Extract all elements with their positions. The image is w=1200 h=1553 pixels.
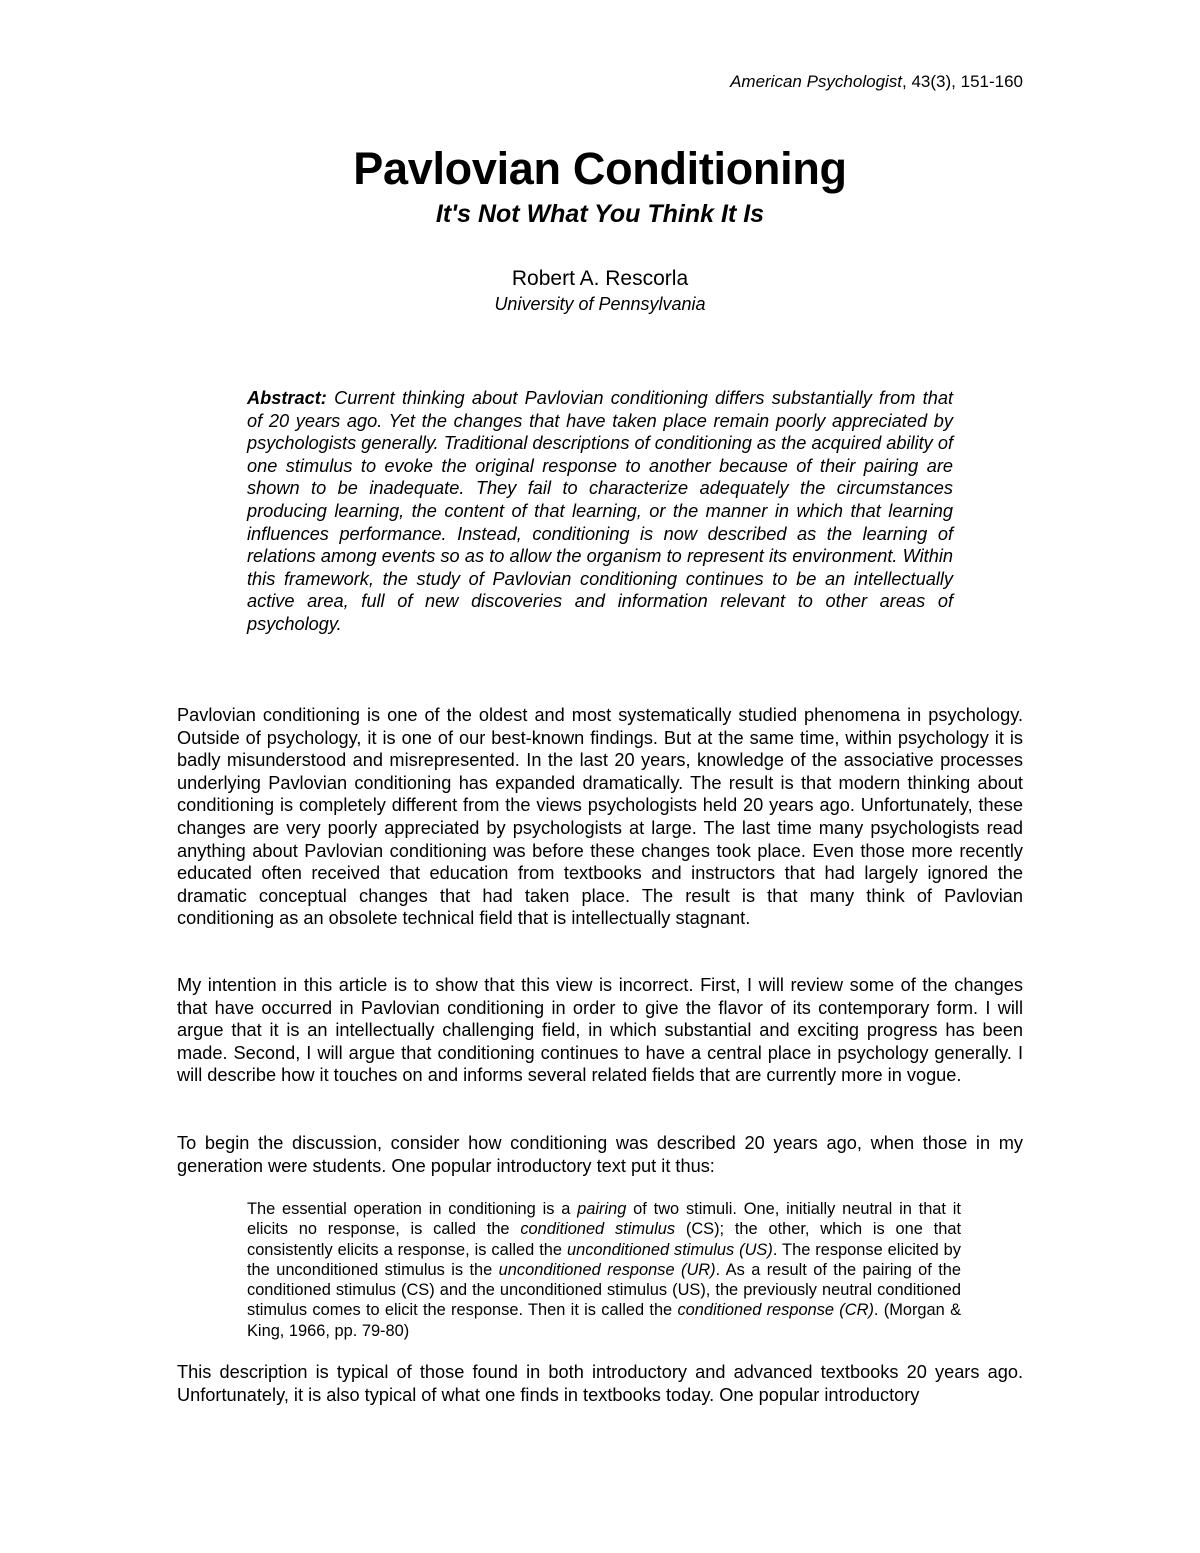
abstract-text: Current thinking about Pavlovian conditioning differs substantially from that of 20 years ago. Yet the changes that have taken place remain poorly appreciated by psychologists generally. Traditional descriptions of conditioning as the acquired ability of one stimulus to evoke the original response to another because of their pairing are shown to be inadequate. They fail to characterize adequately the circumstances producing learning, the content of that learning, or the manner in which that learning influences performance. Instead, conditioning is now described as the learning of relations among events so as to allow the organism to represent its environment. Within this framework, the study of Pavlovian conditioning continues to be an intellectually active area, full of new discoveries and information relevant to other areas of psychology.	[247, 388, 953, 634]
quote-text: (CS); the other, which is one that consistently elicits a response, is called the	[247, 1220, 962, 1259]
quote-text: . The response elicited by the unconditioned stimulus is the	[247, 1240, 961, 1279]
quote-emphasis: conditioned stimulus	[520, 1220, 676, 1239]
paper-subtitle: It's Not What You Think It Is	[435, 200, 765, 228]
quote-emphasis: conditioned response (CR)	[677, 1301, 874, 1320]
paper-title: Pavlovian Conditioning	[353, 143, 847, 194]
body-paragraph-1: Pavlovian conditioning is one of the oldest and most systematically studied phenomena in psychology. Outside of psychology, it is one of our best-known findings. But at the same time, within psychology it is badly misunderstood and misrepresented. In the last 20 years, knowledge of the associative processes underlying Pavlovian conditioning has expanded dramatically. The result is that modern thinking about conditioning is completely different from the views psychologists held 20 years ago. Unfortunately, these changes are very poorly appreciated by psychologists at large. The last time many psychologists read anything about Pavlovian conditioning was before these changes took place. Even those more recently educated often received that education from textbooks and instructors that had largely ignored the dramatic conceptual changes that had taken place. The result is that many think of Pavlovian conditioning as an obsolete technical field that is intellectually stagnant.	[177, 705, 1023, 929]
citation-details: , 43(3), 151-160	[902, 72, 1023, 91]
quote-emphasis: unconditioned stimulus (US)	[567, 1240, 773, 1259]
author-name: Robert A. Rescorla	[511, 267, 689, 290]
author-affiliation: University of Pennsylvania	[494, 294, 706, 314]
body-paragraph-2: My intention in this article is to show that this view is incorrect. First, I will review some of the changes that have occurred in Pavlovian conditioning in order to give the flavor of its contemporary form. I will argue that it is an intellectually challenging field, in which substantial and exciting progress has been made. Second, I will argue that conditioning continues to have a central place in psychology generally. I will describe how it touches on and informs several related fields that are currently more in vogue.	[177, 975, 1023, 1086]
abstract	[247, 387, 953, 636]
quote-text: The essential operation in conditioning is a	[247, 1200, 578, 1218]
quote-text: . As a result of the pairing of the conditioned stimulus (CS) and the unconditioned stimulus (US), the previously neutral conditioned stimulus comes to elicit the response. Then it is called the	[247, 1260, 961, 1320]
journal-citation	[730, 72, 1023, 92]
quote-emphasis: pairing	[577, 1200, 627, 1218]
body-paragraph-3: To begin the discussion, consider how conditioning was described 20 years ago, when those in my generation were students. One popular introductory text put it thus:	[177, 1133, 1023, 1176]
quote-emphasis: unconditioned response (UR)	[498, 1260, 716, 1279]
abstract-label: Abstract:	[247, 388, 327, 408]
body-paragraph-4: This description is typical of those found in both introductory and advanced textbooks 20 years ago. Unfortunately, it is also typical of what one finds in textbooks today. One popular introductory	[177, 1362, 1023, 1405]
quote-text: of two stimuli. One, initially neutral in that it elicits no response, is called the	[247, 1200, 961, 1239]
quote-citation: . (Morgan & King, 1966, pp. 79-80)	[247, 1301, 961, 1340]
block-quote	[247, 1199, 961, 1341]
journal-name: American Psychologist	[730, 72, 903, 91]
